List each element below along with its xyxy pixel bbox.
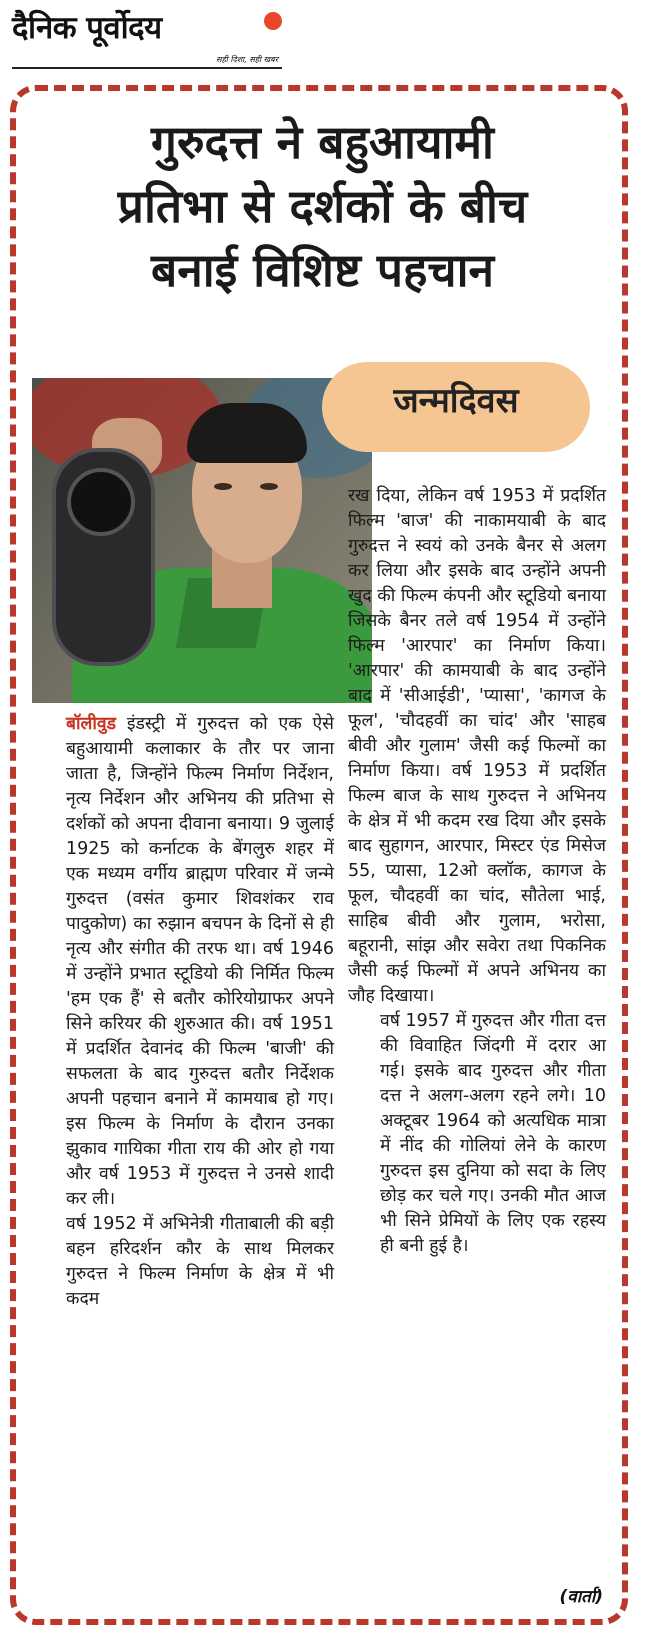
article-column-left [34,712,334,1312]
article-paragraph: रख दिया, लेकिन वर्ष 1953 में प्रदर्शित फिल्म 'बाज' की नाकामयाबी के बाद गुरुदत्त ने स्वयं को उनके बैनर से अलग कर लिया और इसके बाद उन्होंने अपनी खुद की फिल्म कंपनी और स्टूडियो बनाया जिसके बैनर तले वर्ष 1954 में उन्होंने फिल्म 'आरपार' का निर्माण किया। 'आरपार' की कामयाबी के बाद उन्होंने बाद में 'सीआईडी', 'प्यासा', 'कागज के फूल', 'चौदहवीं का चांद' और 'साहब बीवी और गुलाम' जैसी कई फिल्मों का निर्माण किया। वर्ष 1953 में प्रदर्शित फिल्म बाज के साथ गुरुदत्त ने अभिनय के क्षेत्र में भी कदम रख दिया और इसके बाद सुहागन, आरपार, मिस्टर एंड मिसेज 55, प्यासा, 12ओ क्लॉक, कागज के फूल, चौदहवीं का चांद, सौतेला भाई, साहिब बीवी और गुलाम, भरोसा, बहूरानी, सांझ और सवेरा तथा पिकनिक जैसी कई फिल्मों में अपने अभिनय का जौह दिखाया। [348,486,606,1006]
masthead [12,4,282,74]
section-badge-label: जन्मदिवस [393,381,519,421]
agency-credit: (वार्ता) [559,1587,603,1607]
article-text: इंडस्ट्री में गुरुदत्त को एक ऐसे बहुआयामी कलाकार के तौर पर जाना जाता है, जिन्होंने फिल्म निर्माण निर्देशन, नृत्य निर्देशन और अभिनय की प्रतिभा से दर्शकों को अपना दीवाना बनाया। 9 जुलाई 1925 को कर्नाटक के बेंगलुरु शहर में एक मध्यम वर्गीय ब्राह्मण परिवार में जन्मे गुरुदत्त (वसंत कुमार शिवशंकर राव पादुकोण) का रुझान बचपन के दिनों से ही नृत्य और संगीत की तरफ था। वर्ष 1946 में उन्होंने प्रभात स्टूडियो की निर्मित फिल्म 'हम एक हैं' से बतौर कोरियोग्राफर अपने सिने करियर की शुरुआत की। वर्ष 1951 में प्रदर्शित देवानंद की फिल्म 'बाजी' की सफलता के बाद गुरुदत्त बतौर निर्देशक अपनी पहचान बनाने में कामयाब हो गए। इस फिल्म के निर्माण के दौरान उनका झुकाव गायिका गीता राय की ओर हो गया और वर्ष 1953 में गुरुदत्त ने उनसे शादी कर ली। [66,714,334,1209]
headline-line-3: बनाई विशिष्ट पहचान [150,243,495,297]
article-column-right [348,484,606,1259]
headline-line-2: प्रतिभा से दर्शकों के बीच [117,179,528,233]
camera-lens-icon [67,468,135,536]
photo-hair [187,403,307,463]
article-paragraph: वर्ष 1957 में गुरुदत्त और गीता दत्त की विवाहित जिंदगी में दरार आ गई। इसके बाद गुरुदत्त और गीता दत्त ने अलग-अलग रहने लगे। 10 अक्टूबर 1964 को अत्यधिक मात्रा में नींद की गोलियां लेने के कारण गुरुदत्त इस दुनिया को सदा के लिए छोड़ कर चले गए। उनकी मौत आज भी सिने प्रेमियों के लिए एक रहस्य ही बनी हुई है। [380,1011,606,1256]
sun-logo-icon [264,12,282,30]
photo-eye-left [214,483,232,490]
newspaper-tagline: सही दिशा, सही खबर [216,55,278,64]
newspaper-name: दैनिक पूर्वोदय [12,10,162,46]
guru-dutt-photo [32,378,372,703]
masthead-divider [12,67,282,69]
photo-eye-right [260,483,278,490]
article-paragraph [34,712,334,1212]
section-badge [322,362,590,452]
article-kicker: बॉलीवुड [66,714,117,734]
article-paragraph: वर्ष 1952 में अभिनेत्री गीताबाली की बड़ी बहन हरिदर्शन कौर के साथ मिलकर गुरुदत्त ने फिल्म निर्माण के क्षेत्र में भी कदम [66,1214,334,1309]
headline-line-1: गुरुदत्त ने बहुआयामी [151,115,494,169]
headline [40,110,605,302]
